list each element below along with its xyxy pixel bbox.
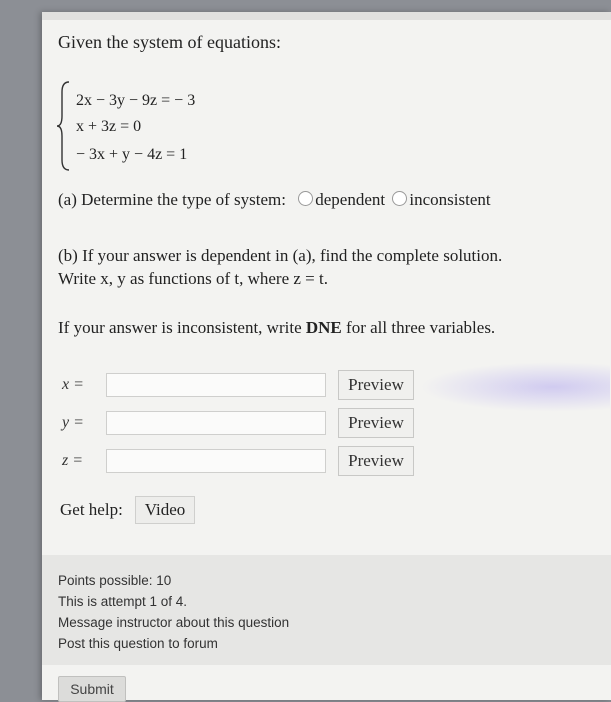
top-bar [42,12,611,20]
radio-inconsistent[interactable] [392,191,407,206]
equation-2: x + 3z = 0 [76,118,142,135]
option-dependent-label[interactable]: dependent [315,190,386,209]
equation-3: − 3x + y − 4z = 1 [76,146,188,163]
video-help-button[interactable]: Video [135,496,195,524]
y-input[interactable] [106,411,326,435]
x-preview-button[interactable]: Preview [338,370,414,400]
y-preview-button[interactable]: Preview [338,408,414,438]
y-label: y = [62,414,84,431]
submit-button[interactable]: Submit [58,676,126,702]
question-card [42,12,611,700]
part-b [58,244,502,290]
note-prefix: If your answer is inconsistent, write [58,318,306,337]
z-label: z = [62,452,84,469]
message-instructor-link[interactable]: Message instructor about this question [58,615,290,630]
points-possible: Points possible: 10 [58,573,172,588]
part-a-label: (a) Determine the type of system: [58,190,287,209]
left-brace-icon [56,78,72,174]
question-info-panel [42,555,611,665]
z-preview-button[interactable]: Preview [338,446,414,476]
part-b-line-1: (b) If your answer is dependent in (a), find the complete solution. [58,246,503,265]
inconsistent-note [58,318,495,338]
post-forum-link[interactable]: Post this question to forum [58,636,218,651]
option-inconsistent-label[interactable]: inconsistent [409,190,491,209]
z-input[interactable] [106,449,326,473]
note-suffix: for all three variables. [341,318,496,337]
x-label: x = [62,376,84,393]
radio-dependent[interactable] [298,191,313,206]
x-input[interactable] [106,373,326,397]
equation-system [56,78,316,174]
question-prompt: Given the system of equations: [58,32,281,52]
part-b-line-2: Write x, y as functions of t, where z = t. [58,269,328,288]
attempt-count: This is attempt 1 of 4. [58,594,188,609]
note-dne: DNE [305,318,342,337]
part-a [58,190,491,210]
equation-1: 2x − 3y − 9z = − 3 [76,92,196,109]
get-help-label: Get help: [60,500,123,519]
